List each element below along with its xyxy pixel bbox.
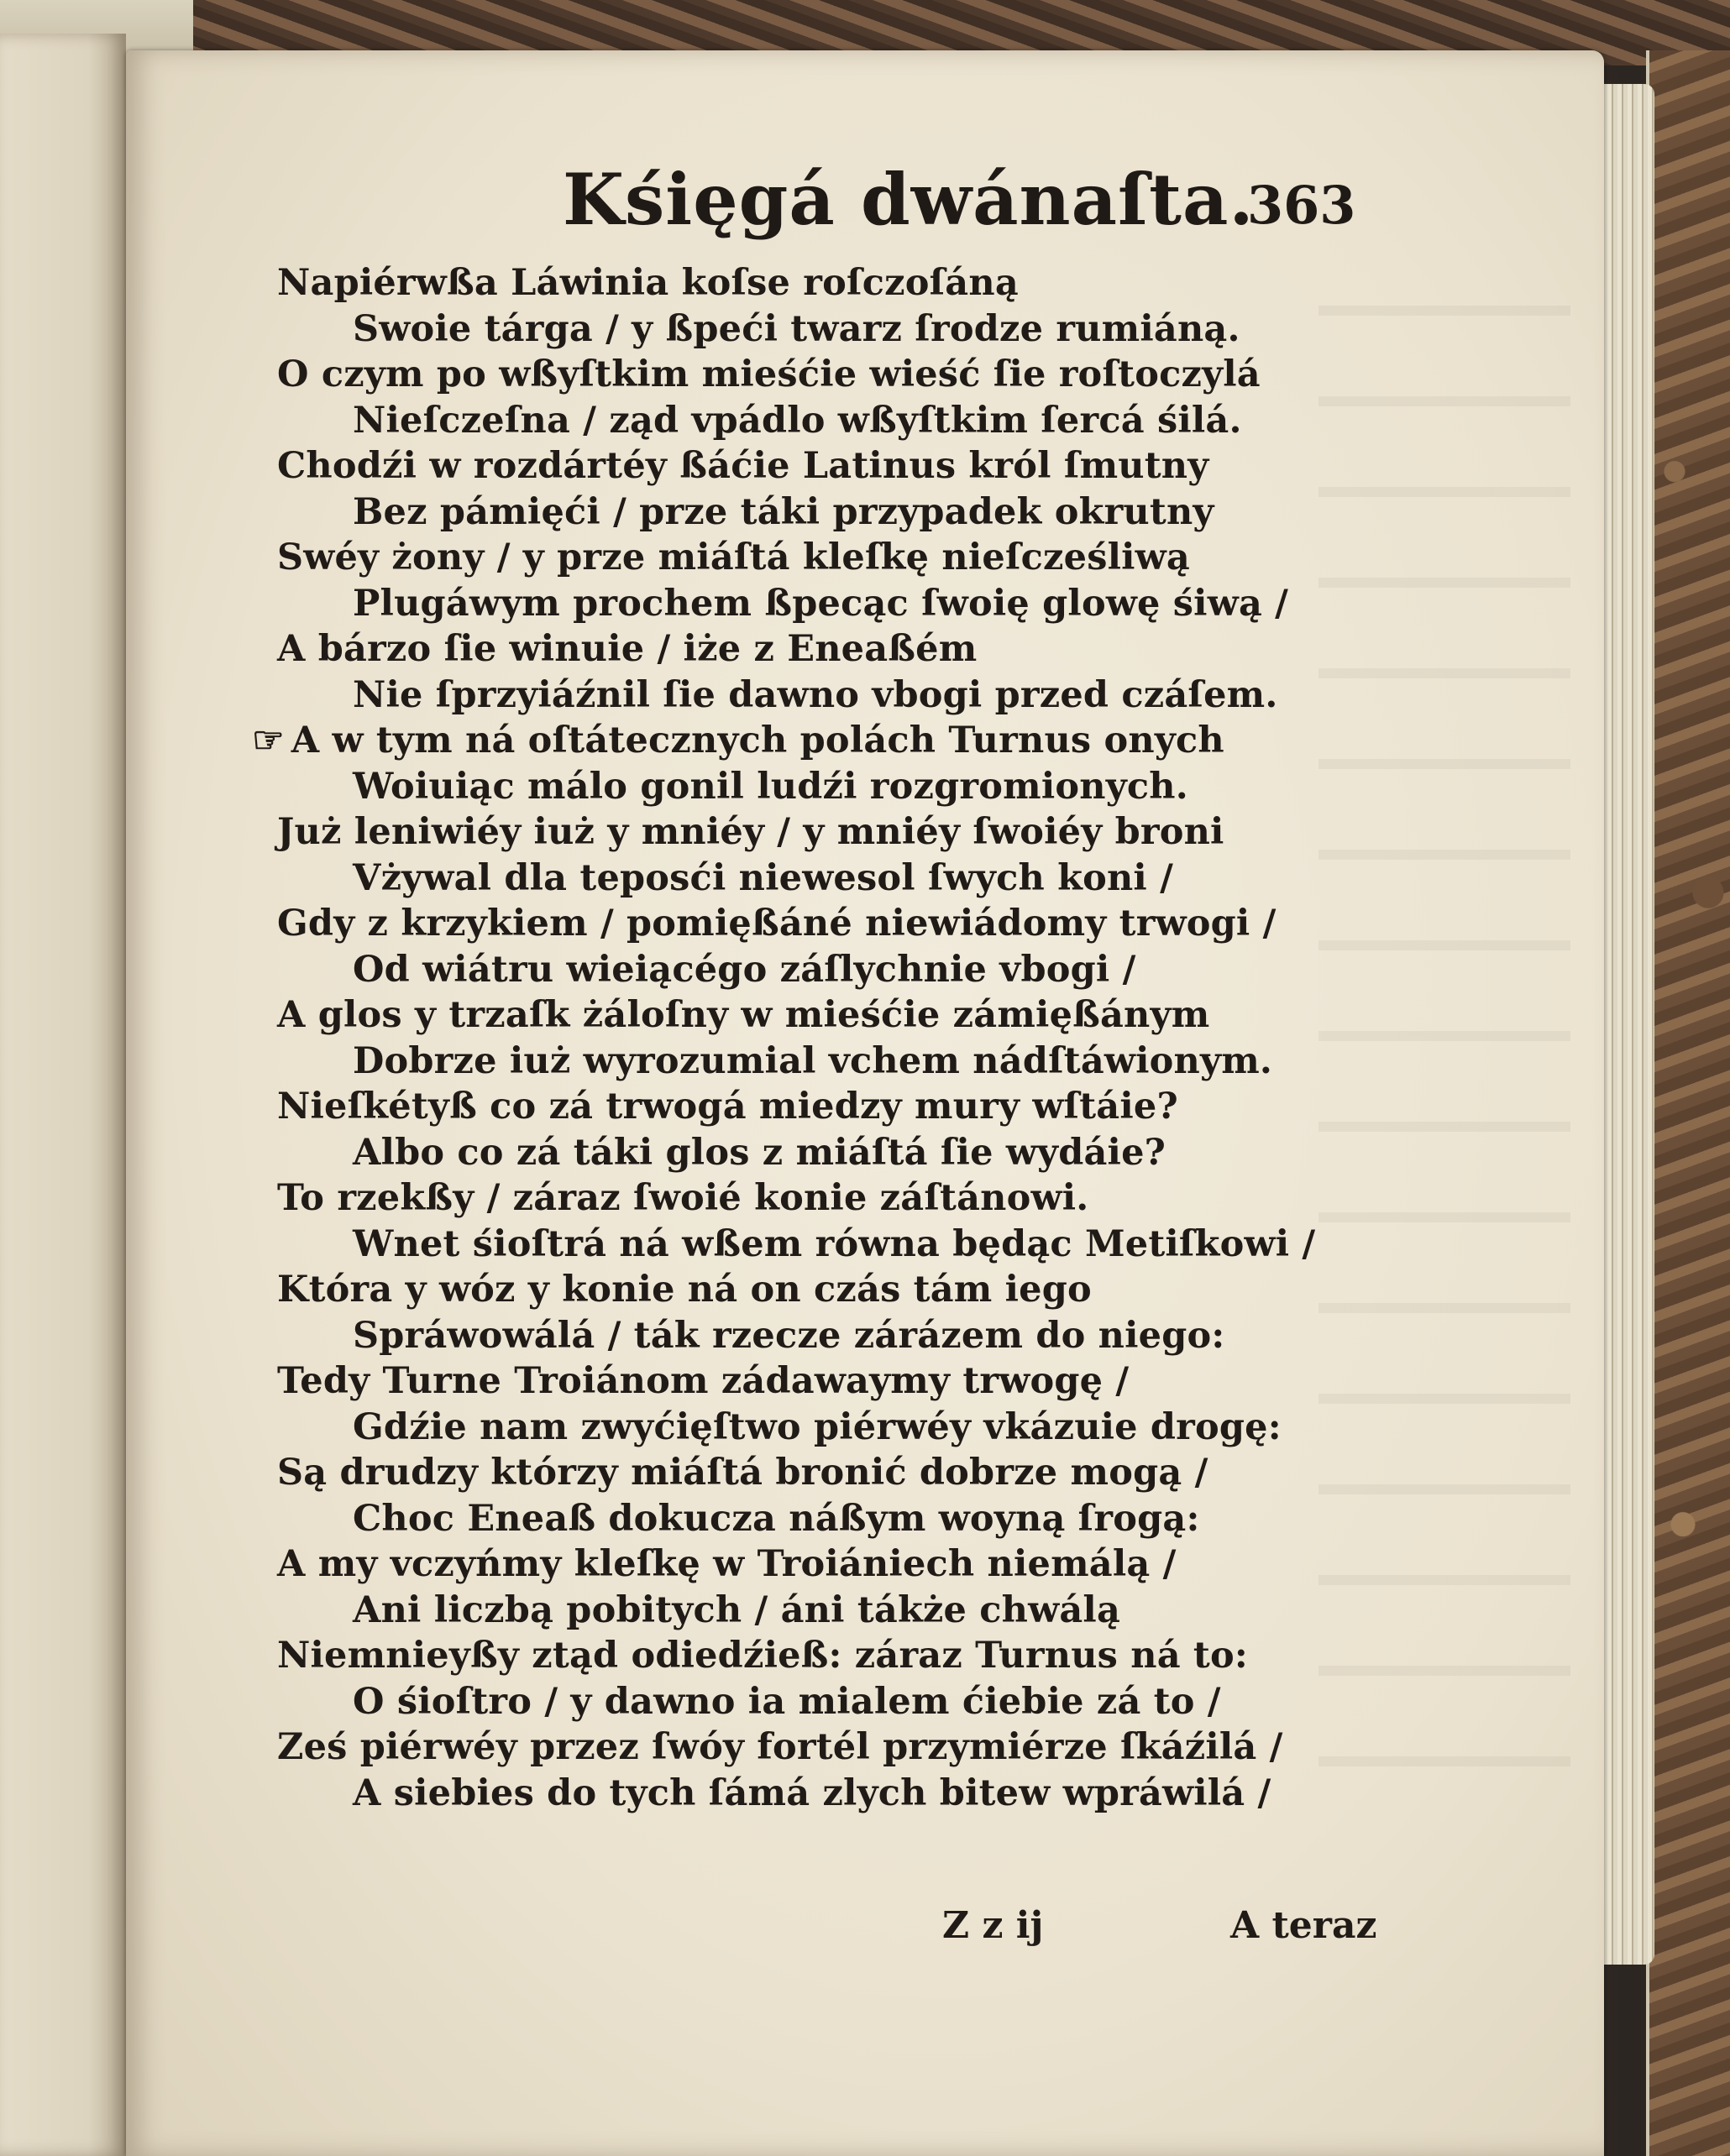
- verse-line: [277, 1267, 1092, 1312]
- verse-text: Woiuiąc málo gonil ludźi rozgromionych.: [353, 765, 1188, 808]
- verse-line: [277, 352, 1261, 397]
- verse-line: [353, 1313, 1224, 1358]
- verse-line: [277, 1084, 1178, 1129]
- verse-text: Wnet śioſtrá ná wßem równa będąc Metiſkowi /: [353, 1222, 1316, 1265]
- verse-line: [353, 1222, 1315, 1267]
- verse-text: A bárzo ſie winuie / iże z Eneaßém: [277, 628, 978, 670]
- verse-text: A w tym ná oſtátecznych polách Turnus onych: [291, 720, 1224, 761]
- verse-text: To rzekßy / záraz ſwoié konie záſtánowi.: [277, 1177, 1089, 1219]
- verse-line: [353, 489, 1214, 535]
- verse-text: Chodźi w rozdártéy ßáćie Latinus król ſmutny: [277, 445, 1209, 487]
- verse-text: O śioſtro / y dawno ia mialem ćiebie zá to /: [353, 1680, 1221, 1723]
- verse-line: [277, 1175, 1088, 1221]
- running-head: Kśięgá dwánaſta.: [563, 158, 1255, 241]
- catchword: A teraz: [1230, 1904, 1377, 1947]
- verse-text: Gdy z krzykiem / pomięßáné niewiádomy trwogi /: [277, 903, 1277, 945]
- verse-line: [353, 947, 1136, 992]
- verse-line: [353, 764, 1188, 809]
- verse-line: [353, 672, 1278, 718]
- recto-page: [126, 50, 1604, 2156]
- verso-page-edge: [0, 34, 126, 2156]
- verse-line: [353, 398, 1242, 443]
- pilcrow-mark: ☞: [252, 720, 285, 761]
- verse-line: [252, 718, 1224, 763]
- verse-text: Choc Eneaß dokucza náßym woyną ſrogą:: [353, 1497, 1200, 1540]
- verse-text: Swoie tárga / y ßpeći twarz ſrodze rumiáną.: [353, 307, 1240, 350]
- verse-text: Napiérwßa Láwinia koſse roſczoſáną: [277, 262, 1019, 304]
- verse-text: Nieſczeſna / ząd vpádlo wßyſtkim ſercá śilá.: [353, 399, 1242, 442]
- verse-line: [277, 1358, 1129, 1404]
- verse-line: [353, 1130, 1166, 1175]
- verse-line: [353, 856, 1173, 901]
- verse-text: Albo co zá táki glos z miáſtá ſie wydáie?: [353, 1131, 1166, 1174]
- verse-text: A my vczyńmy kleſkę w Troiániech niemálą /: [277, 1543, 1177, 1585]
- verse-line: [277, 992, 1209, 1038]
- verse-line: [277, 1724, 1283, 1770]
- verse-line: [353, 1679, 1221, 1724]
- verse-text: Ześ piérwéy przez ſwóy fortél przymiérze ſkáźilá /: [277, 1726, 1283, 1768]
- verse-line: [353, 1588, 1120, 1633]
- verse-text: Tedy Turne Troiánom zádawaymy trwogę /: [277, 1360, 1130, 1402]
- verse-line: [277, 901, 1277, 946]
- verse-text: Już leniwiéy iuż y mniéy / y mniéy ſwoiéy broni: [277, 811, 1224, 853]
- verse-text: Bez pámięći / prze táki przypadek okrutny: [353, 490, 1214, 533]
- verse-text: Ani liczbą pobitych / áni tákże chwálą: [353, 1588, 1121, 1631]
- verse-line: [277, 260, 1019, 306]
- verse-line: [277, 1450, 1208, 1495]
- verse-line: [277, 1541, 1177, 1587]
- verse-line: [277, 809, 1224, 855]
- verse-text: A siebies do tych ſámá zlych bitew wpráwilá /: [353, 1771, 1271, 1814]
- verse-text: Niemnieyßy ztąd odiedźieß: záraz Turnus ná to:: [277, 1635, 1248, 1677]
- verse-line: [277, 1633, 1248, 1678]
- signature-mark: Z z ij: [942, 1904, 1044, 1947]
- verse-text: Od wiátru wieiącégo záſlychnie vbogi /: [353, 948, 1136, 991]
- show-through: [1318, 269, 1570, 1780]
- verse-text: A glos y trzaſk żáloſny w mieśćie zámięßánym: [277, 994, 1210, 1036]
- verse-line: [277, 443, 1208, 489]
- verse-text: Która y wóz y konie ná on czás tám iego: [277, 1269, 1092, 1311]
- verse-text: Vżywal dla teposći niewesol ſwych koni /: [353, 856, 1174, 899]
- verse-text: Spráwowálá / ták rzecze zárázem do niego:: [353, 1314, 1225, 1357]
- verse-line: [353, 1771, 1271, 1816]
- verse-line: [277, 626, 977, 672]
- verse-text: Nie ſprzyiáźnil ſie dawno vbogi przed czáſem.: [353, 673, 1278, 716]
- verse-line: [353, 1405, 1282, 1450]
- verse-text: O czym po wßyſtkim mieśćie wieść ſie roſtoczylá: [277, 353, 1261, 395]
- verse-line: [353, 306, 1240, 352]
- page-number: 363: [1247, 175, 1356, 236]
- verse-line: [353, 581, 1288, 626]
- verse-text: Nieſkétyß co zá trwogá miedzy mury wſtáie?: [277, 1086, 1178, 1128]
- verse-line: [353, 1496, 1200, 1541]
- verse-text: Są drudzy którzy miáſtá bronić dobrze mogą /: [277, 1452, 1208, 1494]
- verse-text: Gdźie nam zwyćięſtwo piérwéy vkázuie drogę:: [353, 1405, 1282, 1448]
- verse-line: [353, 1039, 1272, 1084]
- verse-text: Dobrze iuż wyrozumial vchem nádſtáwionym.: [353, 1039, 1273, 1082]
- marbled-cover-right: [1646, 50, 1730, 2156]
- verse-line: [277, 535, 1190, 580]
- verse-text: Plugáwym prochem ßpecąc ſwoię glowę śiwą /: [353, 582, 1289, 625]
- verse-text: Swéy żony / y prze miáſtá kleſkę nieſcześliwą: [277, 536, 1190, 578]
